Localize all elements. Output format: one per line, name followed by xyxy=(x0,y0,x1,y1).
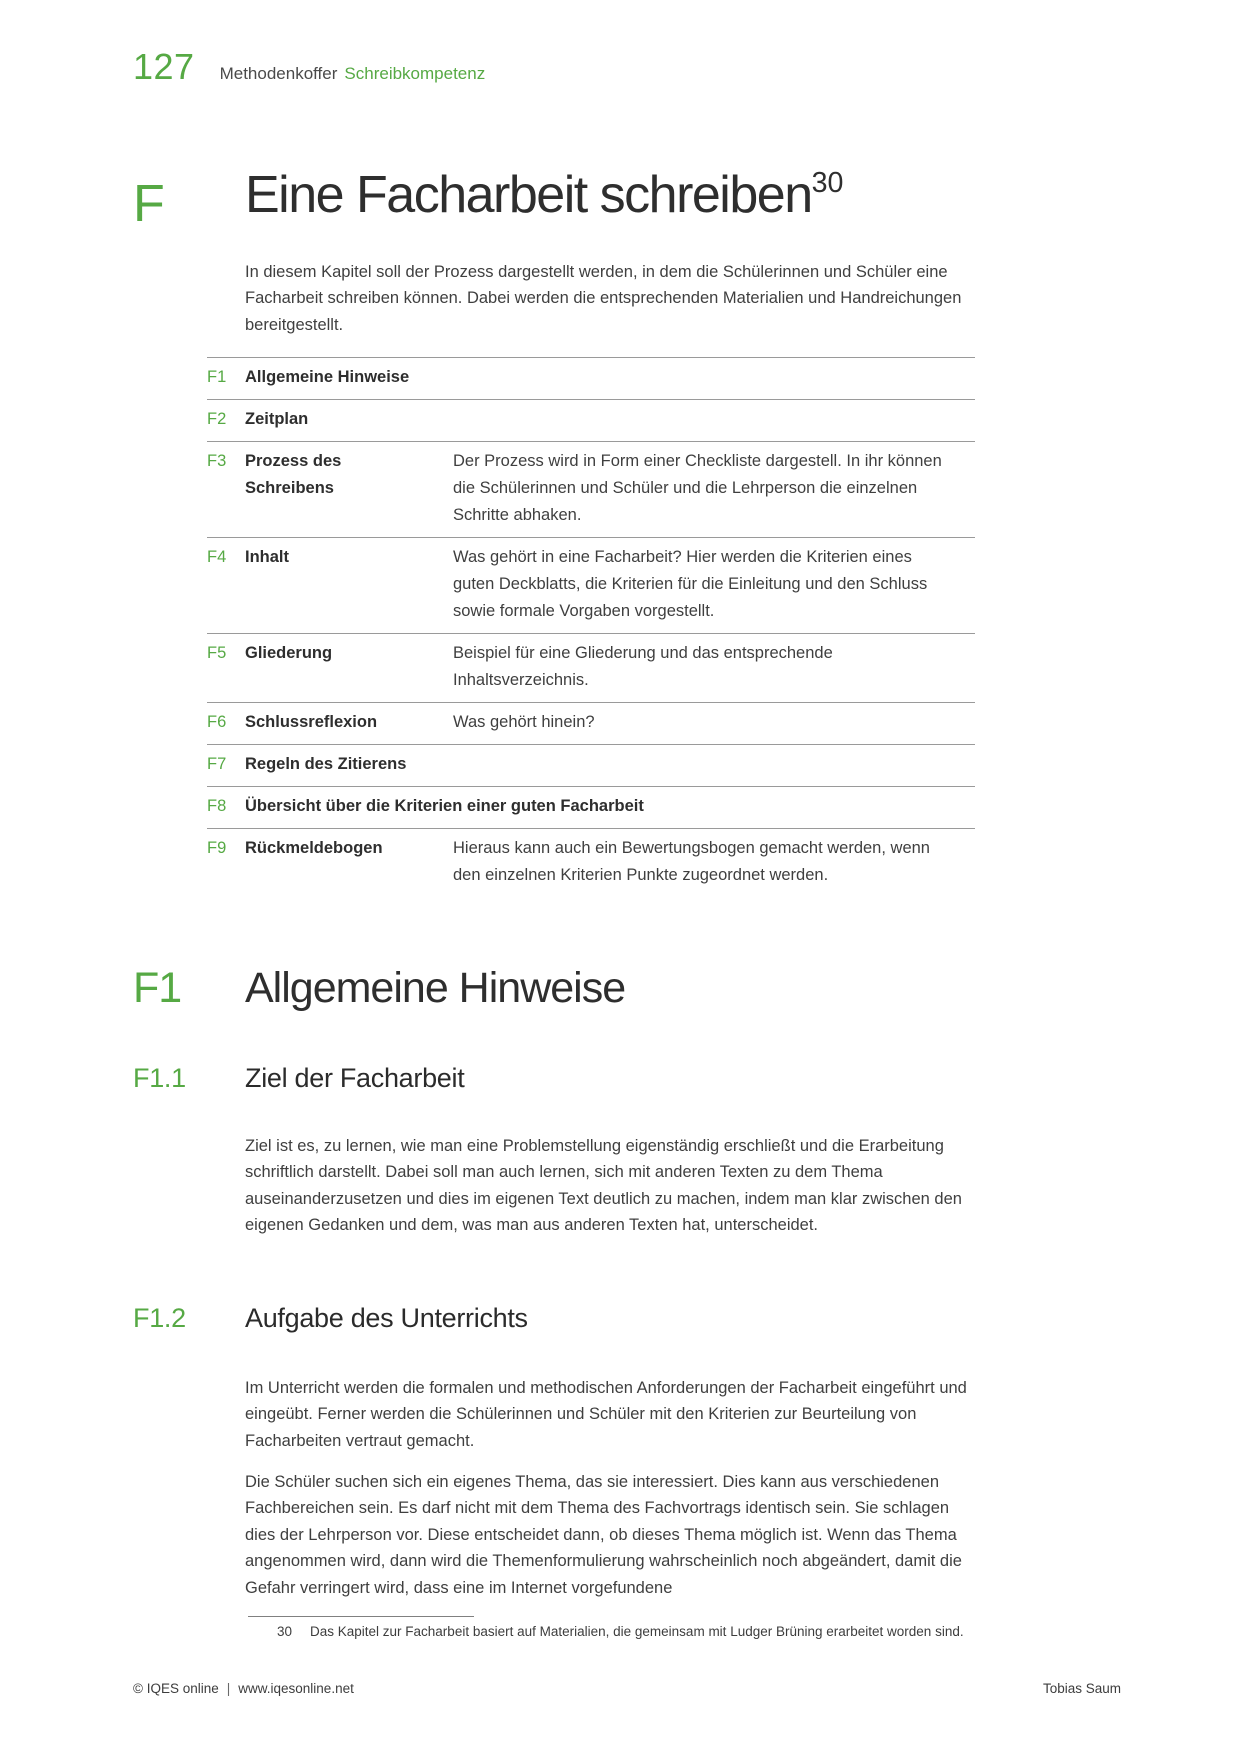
running-head xyxy=(133,46,485,88)
footer-left xyxy=(133,1681,354,1696)
section-f1-2-paragraph-1: Im Unterricht werden die formalen und methodischen Anforderungen der Facharbeit eingeführt und eingeübt. Ferner werden die Schülerinnen und Schüler mit den Kriterien zur Beurteilung von Facharbeiten vertraut gemacht. xyxy=(245,1378,967,1450)
table-row xyxy=(207,537,975,633)
chapter-footnote-ref: 30 xyxy=(811,167,844,200)
footer-author: Tobias Saum xyxy=(1042,1681,1121,1696)
row-title: Inhalt xyxy=(245,548,289,566)
running-head-title: Methodenkoffer xyxy=(219,64,338,83)
row-id: F3 xyxy=(207,452,227,470)
footnote-divider xyxy=(248,1616,474,1617)
row-description: Der Prozess wird in Form einer Checkliste dargestell. In ihr können die Schülerinnen und Schüler und die Lehrperson die einzelnen Schritte abhaken. xyxy=(453,452,942,524)
row-title: Prozess des Schreibens xyxy=(245,452,342,497)
row-id: F4 xyxy=(207,548,227,566)
chapter-title-text: Eine Facharbeit schreiben xyxy=(245,166,812,224)
table-row xyxy=(207,786,975,828)
chapter-title xyxy=(245,166,1133,226)
section-f1-2-paragraph-2: Die Schüler suchen sich ein eigenes Thema, das sie interessiert. Dies kann aus verschiedenen Fachbereichen sein. Es darf nicht mit dem Thema des Fachvortrags identisch sein. Sie schlagen dies der Lehrperson vor. Diese entscheidet dann, ob dieses Thema möglich ist. Wenn das Thema angenommen wird, dann wird die Themenformulierung wahrscheinlich noch abgeändert, damit die Gefahr verringert wird, dass eine im Internet vorgefundene xyxy=(245,1472,962,1597)
overview-table xyxy=(207,357,975,897)
footer-url[interactable]: www.iqesonline.net xyxy=(238,1681,354,1696)
section-f1-heading xyxy=(133,965,1133,1012)
row-description: Hieraus kann auch ein Bewertungsbogen gemacht werden, wenn den einzelnen Kriterien Punkte zugeordnet werden. xyxy=(453,839,930,884)
row-id: F5 xyxy=(207,644,227,662)
page-number: 127 xyxy=(133,46,195,87)
row-title: Gliederung xyxy=(245,644,333,662)
table-row xyxy=(207,828,975,897)
table-row xyxy=(207,633,975,702)
table-row xyxy=(207,357,975,399)
row-title: Rückmeldebogen xyxy=(245,839,383,857)
section-id: F1 xyxy=(133,964,182,1012)
row-description: Was gehört hinein? xyxy=(453,713,595,731)
row-title: Schlussreflexion xyxy=(245,713,378,731)
row-title: Regeln des Zitierens xyxy=(245,755,407,773)
row-id: F9 xyxy=(207,839,227,857)
table-row xyxy=(207,399,975,441)
row-title: Übersicht über die Kriterien einer guten Facharbeit xyxy=(245,797,644,815)
row-title: Zeitplan xyxy=(245,410,309,428)
table-row xyxy=(207,744,975,786)
chapter-id: F xyxy=(133,175,165,233)
footnote-text: Das Kapitel zur Facharbeit basiert auf Materialien, die gemeinsam mit Ludger Brüning erarbeitet worden sind. xyxy=(310,1624,964,1639)
running-head-subtitle: Schreibkompetenz xyxy=(344,64,486,83)
section-f1-1-body: Ziel ist es, zu lernen, wie man eine Problemstellung eigenständig erschließt und die Erarbeitung schriftlich darstellt. Dabei soll man auch lernen, sich mit anderen Texten zu dem Thema auseinanderzusetzen und dies im eigenen Text deutlich zu machen, indem man klar zwischen den eigenen Gedanken und dem, was man aus anderen Texten hat, unterscheidet. xyxy=(245,1136,962,1234)
table-row xyxy=(207,702,975,744)
row-id: F6 xyxy=(207,713,227,731)
section-id: F1.1 xyxy=(133,1063,186,1093)
row-description: Was gehört in eine Facharbeit? Hier werden die Kriterien eines guten Deckblatts, die Kriterien für die Einleitung und den Schluss sowie formale Vorgaben vorgestellt. xyxy=(453,548,928,620)
row-id: F8 xyxy=(207,797,227,815)
section-f1-1-heading xyxy=(133,1063,1133,1094)
section-title: Allgemeine Hinweise xyxy=(245,964,626,1012)
page-footer xyxy=(133,1681,1121,1696)
table-row xyxy=(207,441,975,537)
footer-copyright: © IQES online xyxy=(133,1681,219,1696)
row-id: F7 xyxy=(207,755,227,773)
row-description: Beispiel für eine Gliederung und das entsprechende Inhaltsverzeichnis. xyxy=(453,644,833,689)
footnote-ref: 30 xyxy=(277,1624,293,1639)
chapter-intro: In diesem Kapitel soll der Prozess dargestellt werden, in dem die Schülerinnen und Schüler eine Facharbeit schreiben können. Dabei werden die entsprechenden Materialien und Handreichungen bereitgestellt. xyxy=(245,262,962,334)
section-id: F1.2 xyxy=(133,1303,186,1333)
footnote xyxy=(277,1622,1137,1641)
footer-divider: | xyxy=(226,1681,231,1696)
row-title: Allgemeine Hinweise xyxy=(245,368,410,386)
row-id: F1 xyxy=(207,368,227,386)
section-f1-2-heading xyxy=(133,1303,1133,1334)
section-title: Aufgabe des Unterrichts xyxy=(245,1303,528,1333)
section-title: Ziel der Facharbeit xyxy=(245,1063,465,1093)
row-id: F2 xyxy=(207,410,227,428)
chapter-heading xyxy=(133,166,1133,233)
